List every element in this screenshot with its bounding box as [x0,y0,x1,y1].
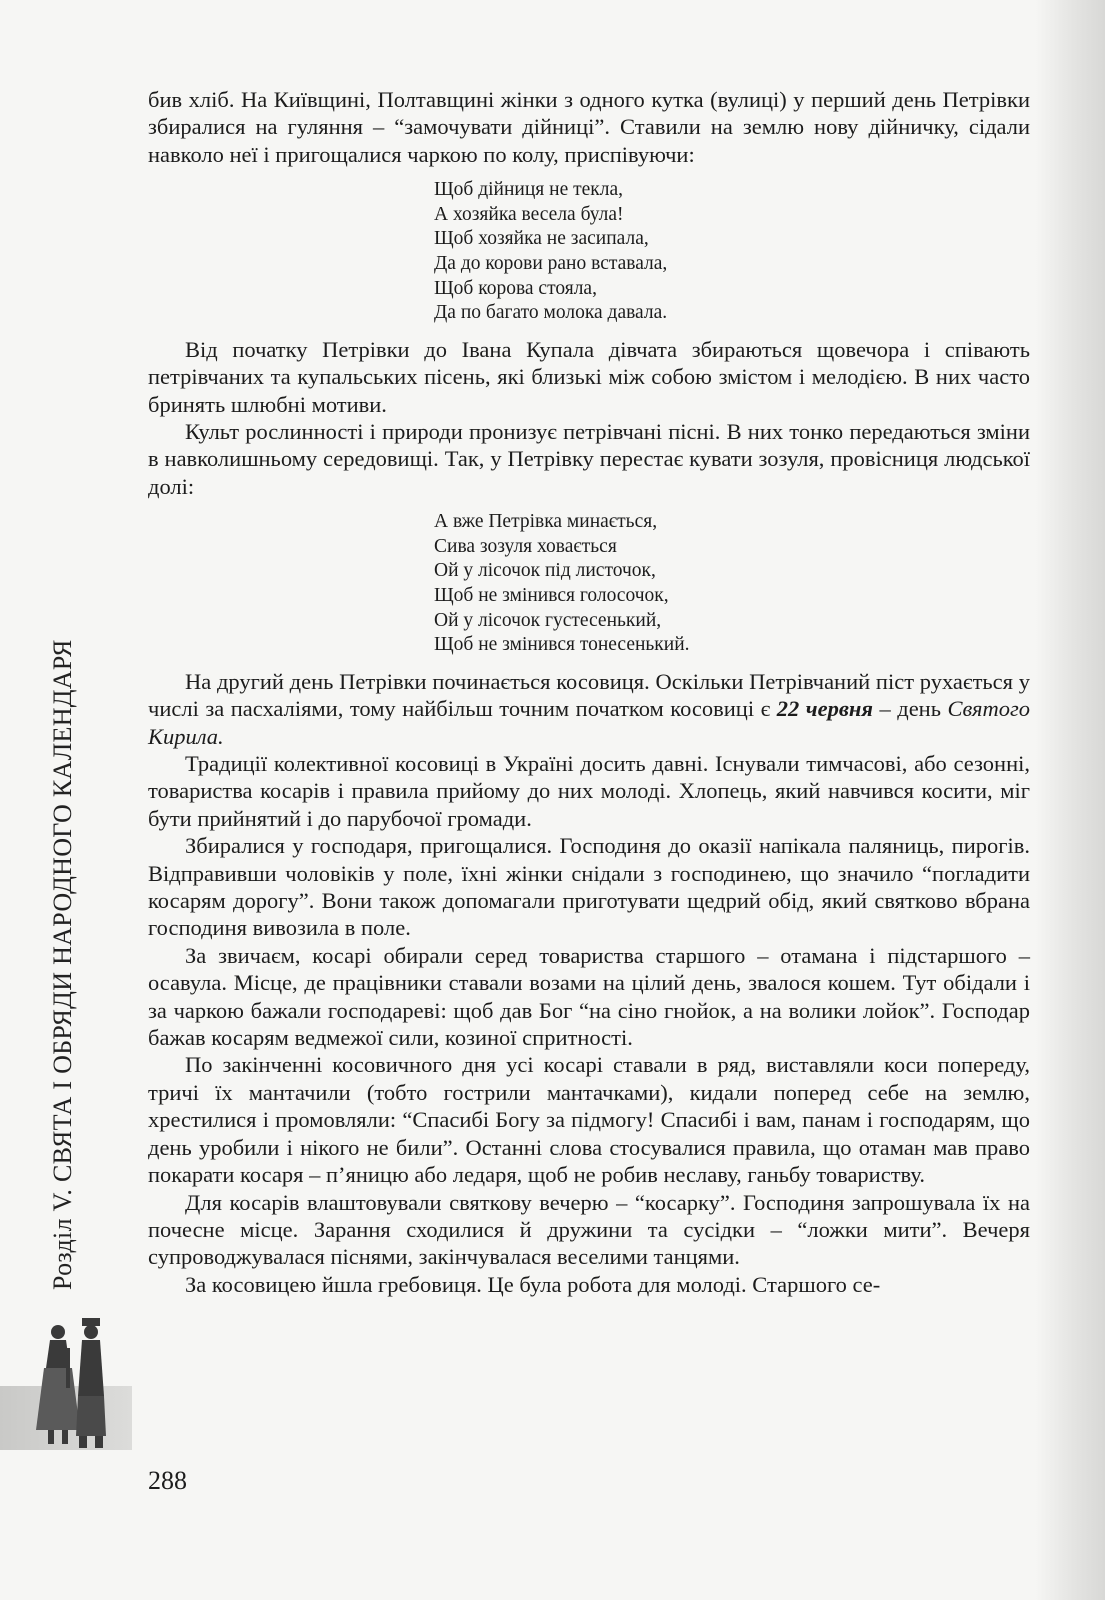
paragraph-4-text: На другий день Петрівки починається косовиця. Оскільки Петрівчаний піст рухається у числі за пасхаліями, тому найбільш точним початком косовиці є [148,668,1030,722]
verse-line: Щоб не змінився тонесенький. [434,634,690,656]
paragraph-5: Традиції колективної косовиці в Україні досить давні. Існували тимчасові, або сезонні, товариства косарів і правила прийому до них молоді. Хлопець, який навчився косити, міг бути прийнятий і до парубочої громади. [148,751,1030,831]
verse-line: Да до корови рано вставала, [434,253,668,274]
paragraph-2: Від початку Петрівки до Івана Купала дівчата збираються щовечора і співають петрівчаних та купальських пісень, які близькі між собою змістом і мелодією. В них часто бринять шлюбні мотиви. [148,336,1030,417]
saint-name: Святого Кирила. [148,696,1030,749]
folk-couple-icon [0,1318,140,1458]
verse-line: Ой у лісочок під листочок, [434,560,656,582]
verse-line: А хозяйка весела була! [434,203,624,225]
page-number: 288 [148,1466,187,1495]
paragraph-4-middle: – день [872,696,948,722]
date-highlight: 22 червня [776,696,873,722]
verse-line: Щоб не змінився голосочок, [434,585,669,606]
verse-line: Щоб дійниця не текла, [434,179,624,201]
verse-line: А вже Петрівка минається, [434,511,658,533]
verse-2 [434,510,1030,658]
verse-line: Да по багато молока давала. [434,302,668,324]
paragraph-1: бив хліб. На Київщині, Полтавщині жінки з одного кутка (вулиці) у перший день Петрівки збиралися на гуляння – “замочувати дійниці”. Ставили на землю нову дійничку, сідали навколо неї і пригощалися чаркою по колу, приспівуючи: [148,87,1030,167]
chapter-side-title: Розділ V. СВЯТА І ОБРЯДИ НАРОДНОГО КАЛЕНДАРЯ [48,639,77,1290]
page-edge-shadow [1035,0,1105,1600]
paragraph-9: Для косарів влаштовували святкову вечерю – “косарку”. Господиня запрошувала їх на почесне місце. Зарання сходилися й дружини та сусідки – “ложки мити”. Вечеря супроводжувалася піснями, закінчувалася веселими танцями. [148,1189,1030,1270]
paragraph-10: За косовицею йшла гребовиця. Це була робота для молоді. Старшого се- [185,1271,881,1297]
folk-figures-ornament [0,1318,140,1458]
verse-line: Ой у лісочок густесенький, [434,609,662,631]
page-body [148,86,1030,1298]
paragraph-3: Культ рослинності і природи пронизує петрівчані пісні. В них тонко передаються зміни в навколишньому середовищі. Так, у Петрівку перестає кувати зозуля, провісниця людської долі: [148,419,1030,499]
verse-line: Сива зозуля ховається [434,535,617,557]
verse-line: Щоб корова стояла, [434,277,597,299]
paragraph-4 [148,668,1030,750]
paragraph-8: По закінченні косовичного дня усі косарі ставали в ряд, виставляли коси попереду, тричі їх мантачили (тобто гострили мантачками), кидали поперед себе на землю, хрестилися і промовляли: “Спасибі Богу за підмогу! Спасибі і вам, панам і господарям, що день уробили і нікого не били”. Останні слова стосувалися правила, що отаман мав право покарати косаря – п’яницю або ледаря, щоб не робив неславу, ганьбу товариству. [148,1052,1030,1188]
verse-line: Щоб хозяйка не засипала, [434,228,649,250]
verse-1 [434,178,1030,326]
paragraph-6: Збиралися у господаря, пригощалися. Господиня до оказії напікала паляниць, пирогів. Відправивши чоловіків у поле, їхні жінки снідали з господинею, що значило “погладити косарям дорогу”. Вони також допомагали приготувати щедрий обід, який святково вбрана господиня вивозила в поле. [148,833,1030,941]
paragraph-7: За звичаєм, косарі обирали серед товариства старшого – отамана і підстаршого – осавула. Місце, де працівники ставали возами на цілий день, звалося кошем. Тут обідали і за чаркою бажали господареві: щоб дав Бог “на сіно гнойок, а на волики лойок”. Господар бажав косарям ведмежої сили, козиної спритності. [148,942,1030,1051]
